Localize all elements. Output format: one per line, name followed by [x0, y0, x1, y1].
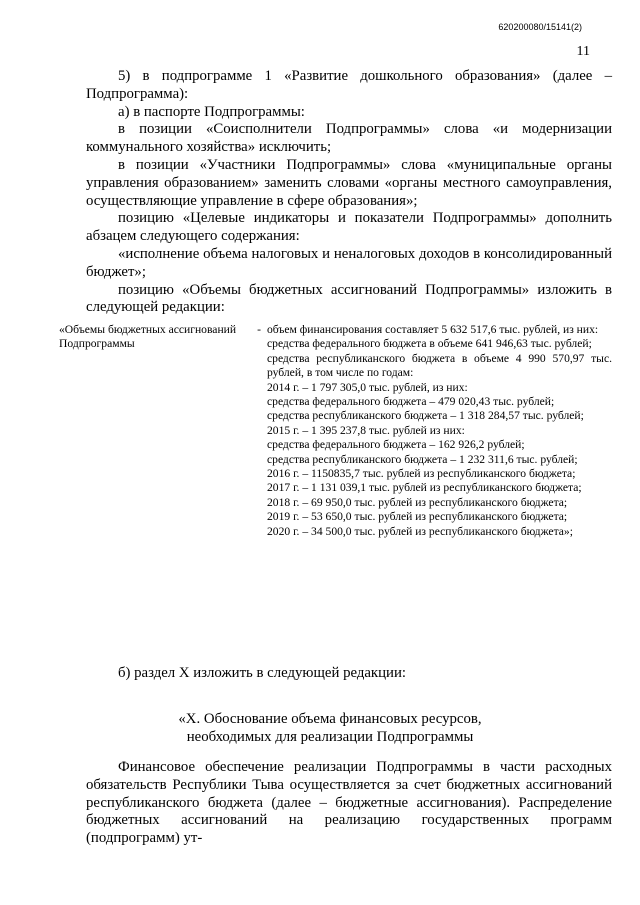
table-left-label: «Объемы бюджетных ассигнований Подпрограммы — [59, 323, 237, 351]
table-dash: - — [257, 323, 261, 336]
table-line: средства федерального бюджета – 162 926,2 рублей; — [267, 438, 525, 452]
paragraph: позицию «Объемы бюджетных ассигнований Подпрограммы» изложить в следующей редакции: — [86, 281, 612, 316]
budget-table — [59, 323, 612, 539]
paragraph: 5) в подпрограмме 1 «Развитие дошкольного образования» (далее – Подпрограмма): — [86, 68, 612, 102]
table-line: средства республиканского бюджета – 1 232 311,6 тыс. рублей; — [267, 452, 578, 466]
table-right-content — [267, 323, 612, 539]
table-line: 2016 г. – 1150835,7 тыс. рублей из республиканского бюджета; — [267, 467, 576, 481]
table-line: средства республиканского бюджета в объеме 4 990 570,97 тыс. рублей, в том числе по годам: — [267, 351, 612, 380]
paragraph: Финансовое обеспечение реализации Подпрограммы в части расходных обязательств Республики Тыва осуществляется за счет бюджетных ассигнований республиканского бюджета (далее – бюджетные ассигнования). Распределение бюджетных ассигнований на реализацию государственных программ (подпрограмм) ут- — [86, 759, 612, 847]
paragraph: а) в паспорте Подпрограммы: — [118, 103, 305, 120]
table-line: 2014 г. – 1 797 305,0 тыс. рублей, из них: — [267, 380, 468, 394]
table-line: 2015 г. – 1 395 237,8 тыс. рублей из них: — [267, 423, 465, 437]
paragraph: «исполнение объема налоговых и неналоговых доходов в консолидированный бюджет»; — [86, 245, 612, 280]
heading-line: необходимых для реализации Подпрограммы — [186, 728, 474, 745]
table-line: средства республиканского бюджета – 1 318 284,57 тыс. рублей; — [267, 409, 584, 423]
section-b-instruction: б) раздел X изложить в следующей редакции: — [118, 665, 406, 681]
body-text — [86, 68, 612, 317]
page-number: 11 — [576, 44, 590, 59]
paragraph: в позиции «Соисполнители Подпрограммы» слова «и модернизации коммунального хозяйства» исключить; — [86, 121, 612, 156]
table-line: средства федерального бюджета – 479 020,43 тыс. рублей; — [267, 395, 555, 409]
document-code: 620200080/15141(2) — [498, 22, 582, 32]
table-line: 2019 г. – 53 650,0 тыс. рублей из республиканского бюджета; — [267, 510, 568, 524]
paragraph: в позиции «Участники Подпрограммы» слова «муниципальные органы управления образованием» заменить словами «органы местного самоуправления, осуществляющие управление в сфере образования»; — [86, 156, 612, 209]
table-line: 2018 г. – 69 950,0 тыс. рублей из республиканского бюджета; — [267, 495, 568, 509]
section-heading — [0, 711, 640, 747]
table-line: средства федерального бюджета в объеме 641 946,63 тыс. рублей; — [267, 337, 592, 351]
final-text — [86, 759, 612, 848]
table-line: 2020 г. – 34 500,0 тыс. рублей из республиканского бюджета»; — [267, 524, 573, 538]
table-line: 2017 г. – 1 131 039,1 тыс. рублей из республиканского бюджета; — [267, 481, 582, 495]
heading-line: «X. Обоснование объема финансовых ресурсов, — [178, 711, 482, 727]
paragraph: позицию «Целевые индикаторы и показатели Подпрограммы» дополнить абзацем следующего содержания: — [86, 210, 612, 245]
table-line: объем финансирования составляет 5 632 517,6 тыс. рублей, из них: — [267, 323, 599, 336]
